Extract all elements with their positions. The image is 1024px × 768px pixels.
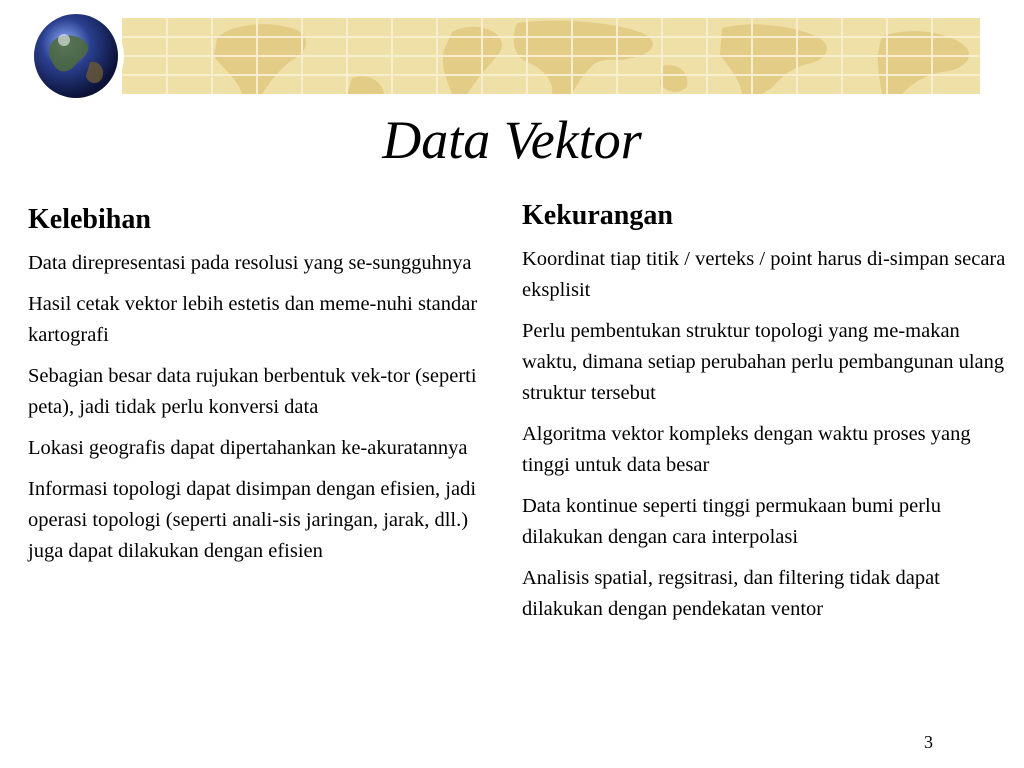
advantage-item: Informasi topologi dapat disimpan dengan efisien, jadi operasi topologi (seperti anali-sis jaringan, jarak, dll.) juga dapat dilakukan dengan efisien [28,478,477,562]
world-map-banner [122,18,980,94]
disadvantages-heading: Kekurangan [522,200,673,231]
disadvantages-column [522,196,1008,635]
advantage-item: Data direpresentasi pada resolusi yang se-sungguhnya [28,252,472,274]
slide-title: Data Vektor [382,110,642,170]
advantages-column [28,200,498,577]
disadvantage-item: Data kontinue seperti tinggi permukaan bumi perlu dilakukan dengan cara interpolasi [522,495,941,548]
globe-graphic [32,12,120,100]
globe-icon [28,10,124,102]
advantages-heading: Kelebihan [28,204,151,235]
advantage-item: Lokasi geografis dapat dipertahankan ke-akuratannya [28,437,468,459]
world-map-graphic [122,18,980,94]
disadvantage-item: Koordinat tiap titik / verteks / point harus di-simpan secara eksplisit [522,248,1006,301]
advantage-item: Hasil cetak vektor lebih estetis dan meme-nuhi standar kartografi [28,293,478,346]
disadvantage-item: Perlu pembentukan struktur topologi yang me-makan waktu, dimana setiap perubahan perlu pembangunan ulang struktur tersebut [522,320,1005,404]
disadvantage-item: Algoritma vektor kompleks dengan waktu proses yang tinggi untuk data besar [522,423,971,476]
disadvantage-item: Analisis spatial, regsitrasi, dan filtering tidak dapat dilakukan dengan pendekatan ventor [522,567,940,620]
advantage-item: Sebagian besar data rujukan berbentuk vek-tor (seperti peta), jadi tidak perlu konversi data [28,365,477,418]
page-number: 3 [924,732,933,752]
